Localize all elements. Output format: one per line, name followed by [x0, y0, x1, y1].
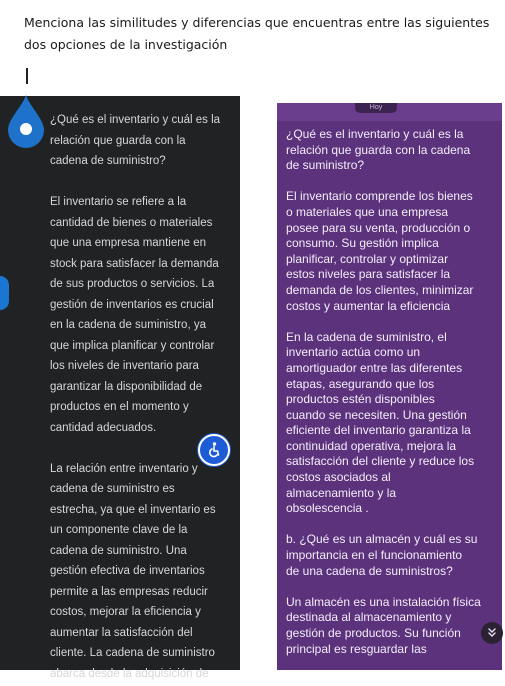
droplet-icon[interactable] — [6, 93, 46, 149]
right-screenshot-text: ¿Qué es el inventario y cuál es la relación que guarda con la cadena de suministro? El inventario comprende los bienes o materiales que una empresa posee para su venta, producción o consumo. Su gestión implica planificar, controlar y optimizar estos niveles para satisfacer la demanda de los clientes, minimizar costos y aumentar la eficiencia En la cadena de suministro, el inventario actúa como un amortiguador entre las diferentes etapas, asegurando que los productos estén disponibles cuando se necesiten. Una gestión eficiente del inventario garantiza la continuidad operativa, mejora la satisfacción del cliente y reduce los costos asociados al almacenamiento y la obsolescencia . b. ¿Qué es un almacén y cuál es su importancia en el funcionamiento de una cadena de suministros? Un almacén es una instalación física destinada al almacenamiento y gestión de productos. Su función principal es resguardar las — [286, 127, 481, 656]
side-tab[interactable] — [0, 276, 9, 310]
date-chip: Hoy — [355, 103, 397, 113]
accessibility-icon — [205, 441, 223, 459]
text-cursor — [26, 68, 28, 84]
prompt-text: Menciona las similitudes y diferencias que encuentras entre las siguientes dos opciones de la investigación — [24, 15, 490, 52]
right-screenshot — [277, 103, 502, 670]
scroll-down-button[interactable] — [481, 622, 503, 644]
accessibility-button[interactable] — [198, 434, 230, 466]
chevron-double-down-icon — [486, 627, 498, 639]
left-screenshot-text: ¿Qué es el inventario y cuál es la relación que guarda con la cadena de suministro? El inventario se refiere a la cantidad de bienes o materiales que una empresa mantiene en stock para satisfacer la demanda de sus productos o servicios. La gestión de inventarios es crucial en la cadena de suministro, ya que implica planificar y controlar los niveles de inventario para garantizar la disponibilidad de productos en el momento y cantidad adecuados. La relación entre inventario y cadena de suministro es estrecha, ya que el inventario es un componente clave de la cadena de suministro. Una gestión efectiva de inventarios permite a las empresas reducir costos, mejorar la eficiencia y aumentar la satisfacción del cliente. La cadena de suministro abarca desde la adquisición de — [50, 114, 221, 680]
left-screenshot — [0, 96, 240, 680]
